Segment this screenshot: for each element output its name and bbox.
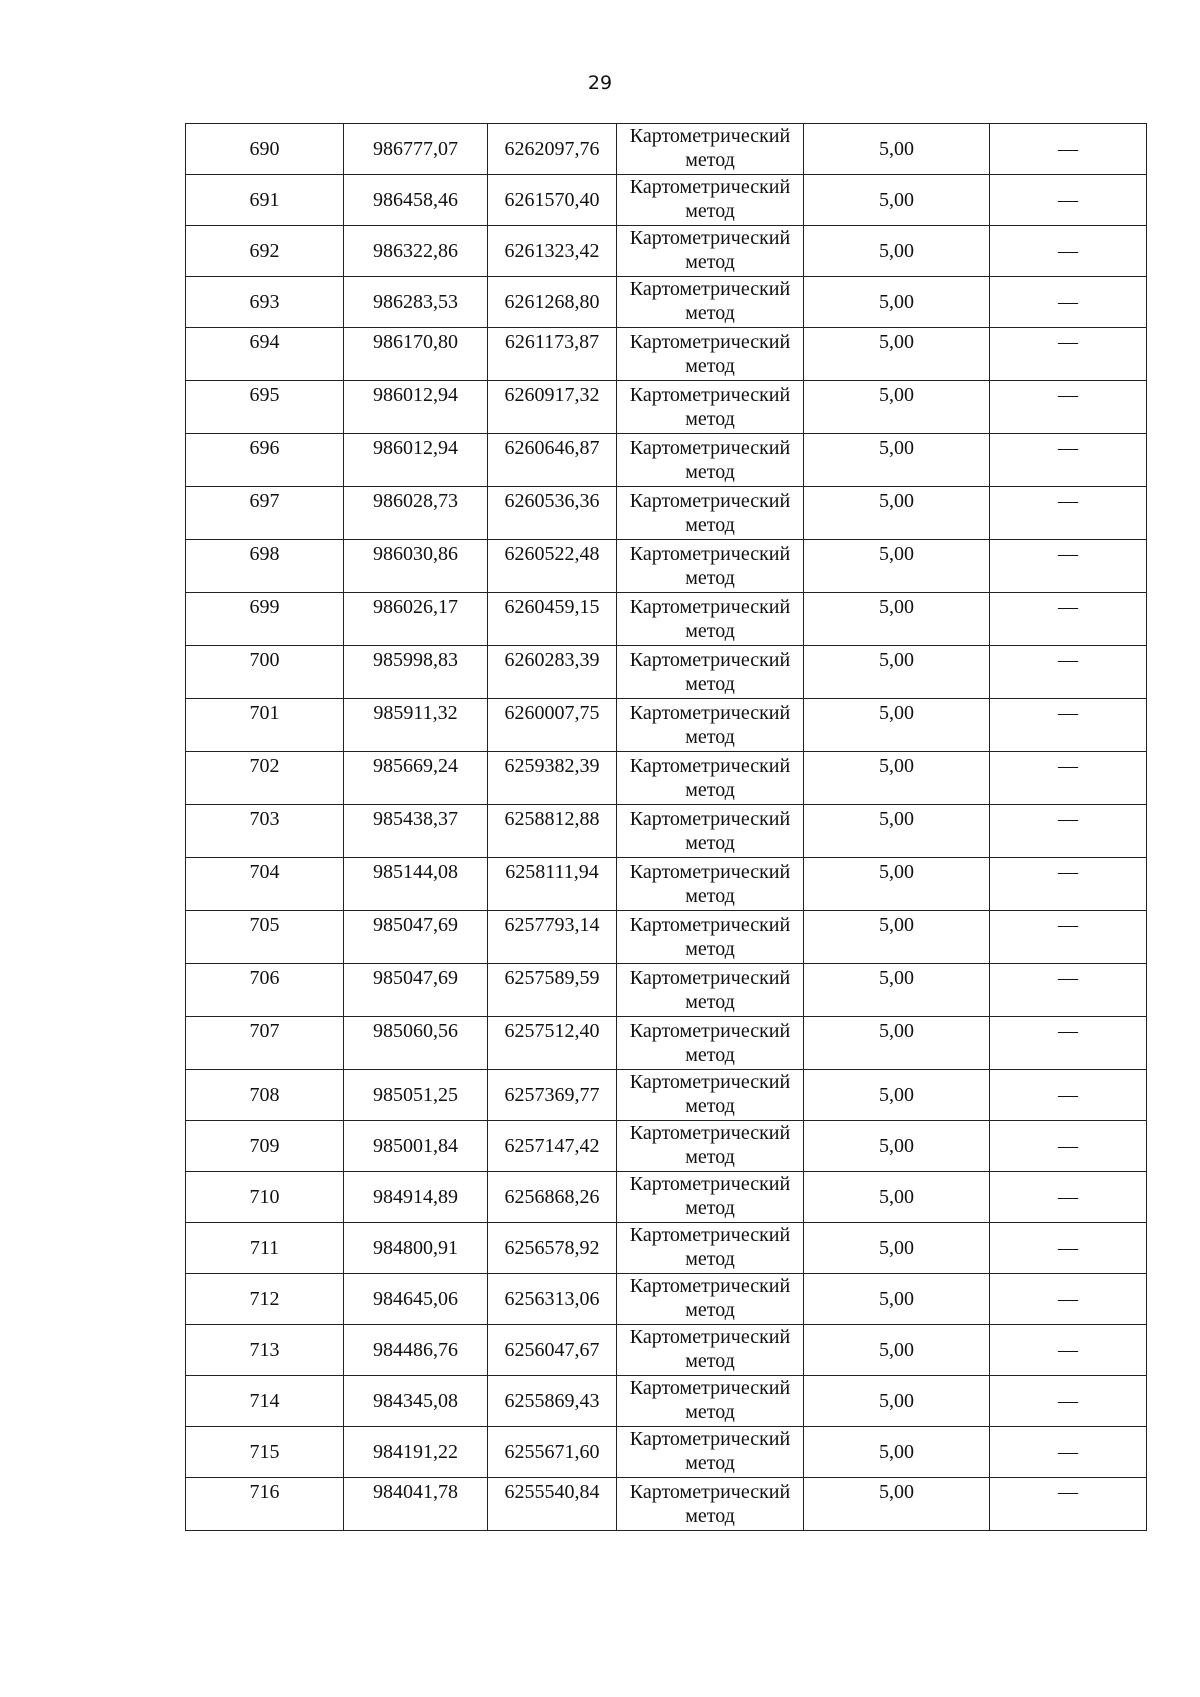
method-line-2: метод <box>685 726 735 748</box>
accuracy-cell: 5,00 <box>804 805 990 858</box>
dash-cell: — <box>990 858 1147 911</box>
method-line-2: метод <box>685 355 735 377</box>
accuracy-cell: 5,00 <box>804 1376 990 1427</box>
y-coordinate-cell: 6255540,84 <box>488 1478 617 1531</box>
method-cell <box>617 328 804 381</box>
method-line-2: метод <box>685 1299 735 1321</box>
method-line-1: Картометрический <box>629 1173 791 1195</box>
dash-cell: — <box>990 1376 1147 1427</box>
accuracy-cell: 5,00 <box>804 1121 990 1172</box>
dash-cell: — <box>990 1325 1147 1376</box>
method-line-2: метод <box>685 673 735 695</box>
table-row <box>186 277 1147 328</box>
x-coordinate-cell: 984645,06 <box>344 1274 488 1325</box>
method-line-1: Картометрический <box>629 543 791 565</box>
table-row <box>186 699 1147 752</box>
dash-cell: — <box>990 1172 1147 1223</box>
accuracy-cell: 5,00 <box>804 124 990 175</box>
point-number-cell: 694 <box>186 328 344 381</box>
table-row <box>186 1121 1147 1172</box>
method-cell <box>617 381 804 434</box>
x-coordinate-cell: 986458,46 <box>344 175 488 226</box>
method-line-1: Картометрический <box>629 437 791 459</box>
point-number-cell: 707 <box>186 1017 344 1070</box>
y-coordinate-cell: 6257369,77 <box>488 1070 617 1121</box>
method-line-2: метод <box>685 620 735 642</box>
accuracy-cell: 5,00 <box>804 1223 990 1274</box>
point-number-cell: 701 <box>186 699 344 752</box>
point-number-cell: 716 <box>186 1478 344 1531</box>
x-coordinate-cell: 986777,07 <box>344 124 488 175</box>
method-line-2: метод <box>685 149 735 171</box>
method-cell <box>617 226 804 277</box>
y-coordinate-cell: 6261173,87 <box>488 328 617 381</box>
dash-cell: — <box>990 381 1147 434</box>
method-line-2: метод <box>685 832 735 854</box>
method-line-1: Картометрический <box>629 914 791 936</box>
method-cell <box>617 277 804 328</box>
dash-cell: — <box>990 964 1147 1017</box>
method-line-2: метод <box>685 302 735 324</box>
table-row <box>186 911 1147 964</box>
point-number-cell: 709 <box>186 1121 344 1172</box>
dash-cell: — <box>990 487 1147 540</box>
accuracy-cell: 5,00 <box>804 646 990 699</box>
y-coordinate-cell: 6257512,40 <box>488 1017 617 1070</box>
x-coordinate-cell: 985144,08 <box>344 858 488 911</box>
method-cell <box>617 1223 804 1274</box>
y-coordinate-cell: 6258812,88 <box>488 805 617 858</box>
x-coordinate-cell: 984191,22 <box>344 1427 488 1478</box>
method-line-1: Картометрический <box>629 490 791 512</box>
table-row <box>186 175 1147 226</box>
dash-cell: — <box>990 752 1147 805</box>
y-coordinate-cell: 6260522,48 <box>488 540 617 593</box>
dash-cell: — <box>990 277 1147 328</box>
point-number-cell: 703 <box>186 805 344 858</box>
x-coordinate-cell: 986030,86 <box>344 540 488 593</box>
method-cell <box>617 1427 804 1478</box>
table-row <box>186 124 1147 175</box>
y-coordinate-cell: 6260459,15 <box>488 593 617 646</box>
x-coordinate-cell: 986028,73 <box>344 487 488 540</box>
method-line-1: Картометрический <box>629 1122 791 1144</box>
x-coordinate-cell: 984345,08 <box>344 1376 488 1427</box>
dash-cell: — <box>990 1121 1147 1172</box>
accuracy-cell: 5,00 <box>804 175 990 226</box>
dash-cell: — <box>990 175 1147 226</box>
method-line-2: метод <box>685 514 735 536</box>
table-body <box>186 124 1147 1531</box>
method-line-1: Картометрический <box>629 1020 791 1042</box>
x-coordinate-cell: 985051,25 <box>344 1070 488 1121</box>
method-line-2: метод <box>685 200 735 222</box>
accuracy-cell: 5,00 <box>804 540 990 593</box>
method-line-1: Картометрический <box>629 384 791 406</box>
y-coordinate-cell: 6261268,80 <box>488 277 617 328</box>
x-coordinate-cell: 984041,78 <box>344 1478 488 1531</box>
point-number-cell: 691 <box>186 175 344 226</box>
method-cell <box>617 858 804 911</box>
method-line-1: Картометрический <box>629 331 791 353</box>
method-line-2: метод <box>685 1452 735 1474</box>
table-row <box>186 381 1147 434</box>
method-line-1: Картометрический <box>629 1071 791 1093</box>
y-coordinate-cell: 6256313,06 <box>488 1274 617 1325</box>
x-coordinate-cell: 986322,86 <box>344 226 488 277</box>
method-cell <box>617 752 804 805</box>
y-coordinate-cell: 6255671,60 <box>488 1427 617 1478</box>
method-cell <box>617 1172 804 1223</box>
point-number-cell: 712 <box>186 1274 344 1325</box>
point-number-cell: 714 <box>186 1376 344 1427</box>
y-coordinate-cell: 6257147,42 <box>488 1121 617 1172</box>
point-number-cell: 713 <box>186 1325 344 1376</box>
method-line-2: метод <box>685 885 735 907</box>
method-line-2: метод <box>685 1505 735 1527</box>
accuracy-cell: 5,00 <box>804 964 990 1017</box>
y-coordinate-cell: 6261570,40 <box>488 175 617 226</box>
dash-cell: — <box>990 1274 1147 1325</box>
method-line-1: Картометрический <box>629 1481 791 1503</box>
point-number-cell: 702 <box>186 752 344 805</box>
method-line-1: Картометрический <box>629 808 791 830</box>
table-row <box>186 1478 1147 1531</box>
y-coordinate-cell: 6258111,94 <box>488 858 617 911</box>
method-line-2: метод <box>685 1248 735 1270</box>
accuracy-cell: 5,00 <box>804 226 990 277</box>
y-coordinate-cell: 6260646,87 <box>488 434 617 487</box>
point-number-cell: 698 <box>186 540 344 593</box>
dash-cell: — <box>990 593 1147 646</box>
table-row <box>186 540 1147 593</box>
point-number-cell: 692 <box>186 226 344 277</box>
table-row <box>186 1274 1147 1325</box>
coordinates-table <box>185 123 1147 1531</box>
table-row <box>186 646 1147 699</box>
method-cell <box>617 1376 804 1427</box>
table-row <box>186 328 1147 381</box>
accuracy-cell: 5,00 <box>804 911 990 964</box>
accuracy-cell: 5,00 <box>804 381 990 434</box>
table-row <box>186 964 1147 1017</box>
method-line-2: метод <box>685 567 735 589</box>
method-line-1: Картометрический <box>629 649 791 671</box>
method-line-1: Картометрический <box>629 755 791 777</box>
point-number-cell: 704 <box>186 858 344 911</box>
x-coordinate-cell: 984800,91 <box>344 1223 488 1274</box>
table-row <box>186 1070 1147 1121</box>
table-row <box>186 434 1147 487</box>
point-number-cell: 699 <box>186 593 344 646</box>
accuracy-cell: 5,00 <box>804 277 990 328</box>
method-cell <box>617 593 804 646</box>
point-number-cell: 708 <box>186 1070 344 1121</box>
table-row <box>186 226 1147 277</box>
method-line-1: Картометрический <box>629 702 791 724</box>
table-row <box>186 1325 1147 1376</box>
method-line-2: метод <box>685 1401 735 1423</box>
table-row <box>186 1172 1147 1223</box>
x-coordinate-cell: 984914,89 <box>344 1172 488 1223</box>
x-coordinate-cell: 986026,17 <box>344 593 488 646</box>
accuracy-cell: 5,00 <box>804 1070 990 1121</box>
method-cell <box>617 699 804 752</box>
dash-cell: — <box>990 911 1147 964</box>
point-number-cell: 697 <box>186 487 344 540</box>
accuracy-cell: 5,00 <box>804 1427 990 1478</box>
x-coordinate-cell: 984486,76 <box>344 1325 488 1376</box>
accuracy-cell: 5,00 <box>804 1017 990 1070</box>
x-coordinate-cell: 985001,84 <box>344 1121 488 1172</box>
dash-cell: — <box>990 124 1147 175</box>
method-line-2: метод <box>685 461 735 483</box>
table-row <box>186 1376 1147 1427</box>
accuracy-cell: 5,00 <box>804 699 990 752</box>
x-coordinate-cell: 985047,69 <box>344 964 488 1017</box>
method-cell <box>617 1017 804 1070</box>
y-coordinate-cell: 6260917,32 <box>488 381 617 434</box>
x-coordinate-cell: 985669,24 <box>344 752 488 805</box>
method-cell <box>617 1478 804 1531</box>
dash-cell: — <box>990 226 1147 277</box>
dash-cell: — <box>990 1427 1147 1478</box>
y-coordinate-cell: 6262097,76 <box>488 124 617 175</box>
method-line-2: метод <box>685 1044 735 1066</box>
table-row <box>186 593 1147 646</box>
y-coordinate-cell: 6256047,67 <box>488 1325 617 1376</box>
y-coordinate-cell: 6255869,43 <box>488 1376 617 1427</box>
point-number-cell: 715 <box>186 1427 344 1478</box>
accuracy-cell: 5,00 <box>804 1172 990 1223</box>
method-line-2: метод <box>685 251 735 273</box>
x-coordinate-cell: 986283,53 <box>344 277 488 328</box>
point-number-cell: 705 <box>186 911 344 964</box>
dash-cell: — <box>990 805 1147 858</box>
method-cell <box>617 1121 804 1172</box>
method-line-2: метод <box>685 1350 735 1372</box>
x-coordinate-cell: 986170,80 <box>344 328 488 381</box>
y-coordinate-cell: 6260007,75 <box>488 699 617 752</box>
method-cell <box>617 964 804 1017</box>
y-coordinate-cell: 6256578,92 <box>488 1223 617 1274</box>
accuracy-cell: 5,00 <box>804 752 990 805</box>
y-coordinate-cell: 6257589,59 <box>488 964 617 1017</box>
accuracy-cell: 5,00 <box>804 1274 990 1325</box>
dash-cell: — <box>990 1478 1147 1531</box>
table-row <box>186 1017 1147 1070</box>
method-cell <box>617 434 804 487</box>
method-line-2: метод <box>685 991 735 1013</box>
y-coordinate-cell: 6257793,14 <box>488 911 617 964</box>
dash-cell: — <box>990 540 1147 593</box>
method-line-1: Картометрический <box>629 125 791 147</box>
table-row <box>186 858 1147 911</box>
table-row <box>186 1427 1147 1478</box>
method-line-1: Картометрический <box>629 1275 791 1297</box>
x-coordinate-cell: 985047,69 <box>344 911 488 964</box>
method-cell <box>617 1274 804 1325</box>
method-cell <box>617 1070 804 1121</box>
table-row <box>186 1223 1147 1274</box>
accuracy-cell: 5,00 <box>804 328 990 381</box>
method-cell <box>617 124 804 175</box>
x-coordinate-cell: 986012,94 <box>344 381 488 434</box>
method-line-1: Картометрический <box>629 1377 791 1399</box>
x-coordinate-cell: 985060,56 <box>344 1017 488 1070</box>
point-number-cell: 690 <box>186 124 344 175</box>
table-row <box>186 752 1147 805</box>
page-number: 29 <box>587 72 613 94</box>
method-line-2: метод <box>685 938 735 960</box>
method-line-1: Картометрический <box>629 967 791 989</box>
dash-cell: — <box>990 646 1147 699</box>
method-line-2: метод <box>685 1197 735 1219</box>
accuracy-cell: 5,00 <box>804 593 990 646</box>
method-cell <box>617 805 804 858</box>
method-line-1: Картометрический <box>629 1428 791 1450</box>
method-line-2: метод <box>685 1146 735 1168</box>
point-number-cell: 695 <box>186 381 344 434</box>
accuracy-cell: 5,00 <box>804 1325 990 1376</box>
method-cell <box>617 540 804 593</box>
method-cell <box>617 646 804 699</box>
point-number-cell: 693 <box>186 277 344 328</box>
method-line-1: Картометрический <box>629 1224 791 1246</box>
y-coordinate-cell: 6259382,39 <box>488 752 617 805</box>
method-line-1: Картометрический <box>629 176 791 198</box>
point-number-cell: 696 <box>186 434 344 487</box>
method-line-1: Картометрический <box>629 227 791 249</box>
method-line-2: метод <box>685 1095 735 1117</box>
y-coordinate-cell: 6261323,42 <box>488 226 617 277</box>
point-number-cell: 706 <box>186 964 344 1017</box>
method-cell <box>617 1325 804 1376</box>
method-cell <box>617 911 804 964</box>
x-coordinate-cell: 985911,32 <box>344 699 488 752</box>
method-line-1: Картометрический <box>629 596 791 618</box>
method-line-1: Картометрический <box>629 861 791 883</box>
table-row <box>186 805 1147 858</box>
point-number-cell: 710 <box>186 1172 344 1223</box>
method-line-2: метод <box>685 408 735 430</box>
method-line-2: метод <box>685 779 735 801</box>
method-cell <box>617 175 804 226</box>
dash-cell: — <box>990 1223 1147 1274</box>
accuracy-cell: 5,00 <box>804 487 990 540</box>
y-coordinate-cell: 6256868,26 <box>488 1172 617 1223</box>
x-coordinate-cell: 985998,83 <box>344 646 488 699</box>
dash-cell: — <box>990 699 1147 752</box>
dash-cell: — <box>990 434 1147 487</box>
point-number-cell: 700 <box>186 646 344 699</box>
method-line-1: Картометрический <box>629 278 791 300</box>
table-row <box>186 487 1147 540</box>
y-coordinate-cell: 6260283,39 <box>488 646 617 699</box>
accuracy-cell: 5,00 <box>804 858 990 911</box>
dash-cell: — <box>990 1017 1147 1070</box>
dash-cell: — <box>990 328 1147 381</box>
method-line-1: Картометрический <box>629 1326 791 1348</box>
x-coordinate-cell: 985438,37 <box>344 805 488 858</box>
method-cell <box>617 487 804 540</box>
x-coordinate-cell: 986012,94 <box>344 434 488 487</box>
y-coordinate-cell: 6260536,36 <box>488 487 617 540</box>
dash-cell: — <box>990 1070 1147 1121</box>
accuracy-cell: 5,00 <box>804 434 990 487</box>
accuracy-cell: 5,00 <box>804 1478 990 1531</box>
point-number-cell: 711 <box>186 1223 344 1274</box>
